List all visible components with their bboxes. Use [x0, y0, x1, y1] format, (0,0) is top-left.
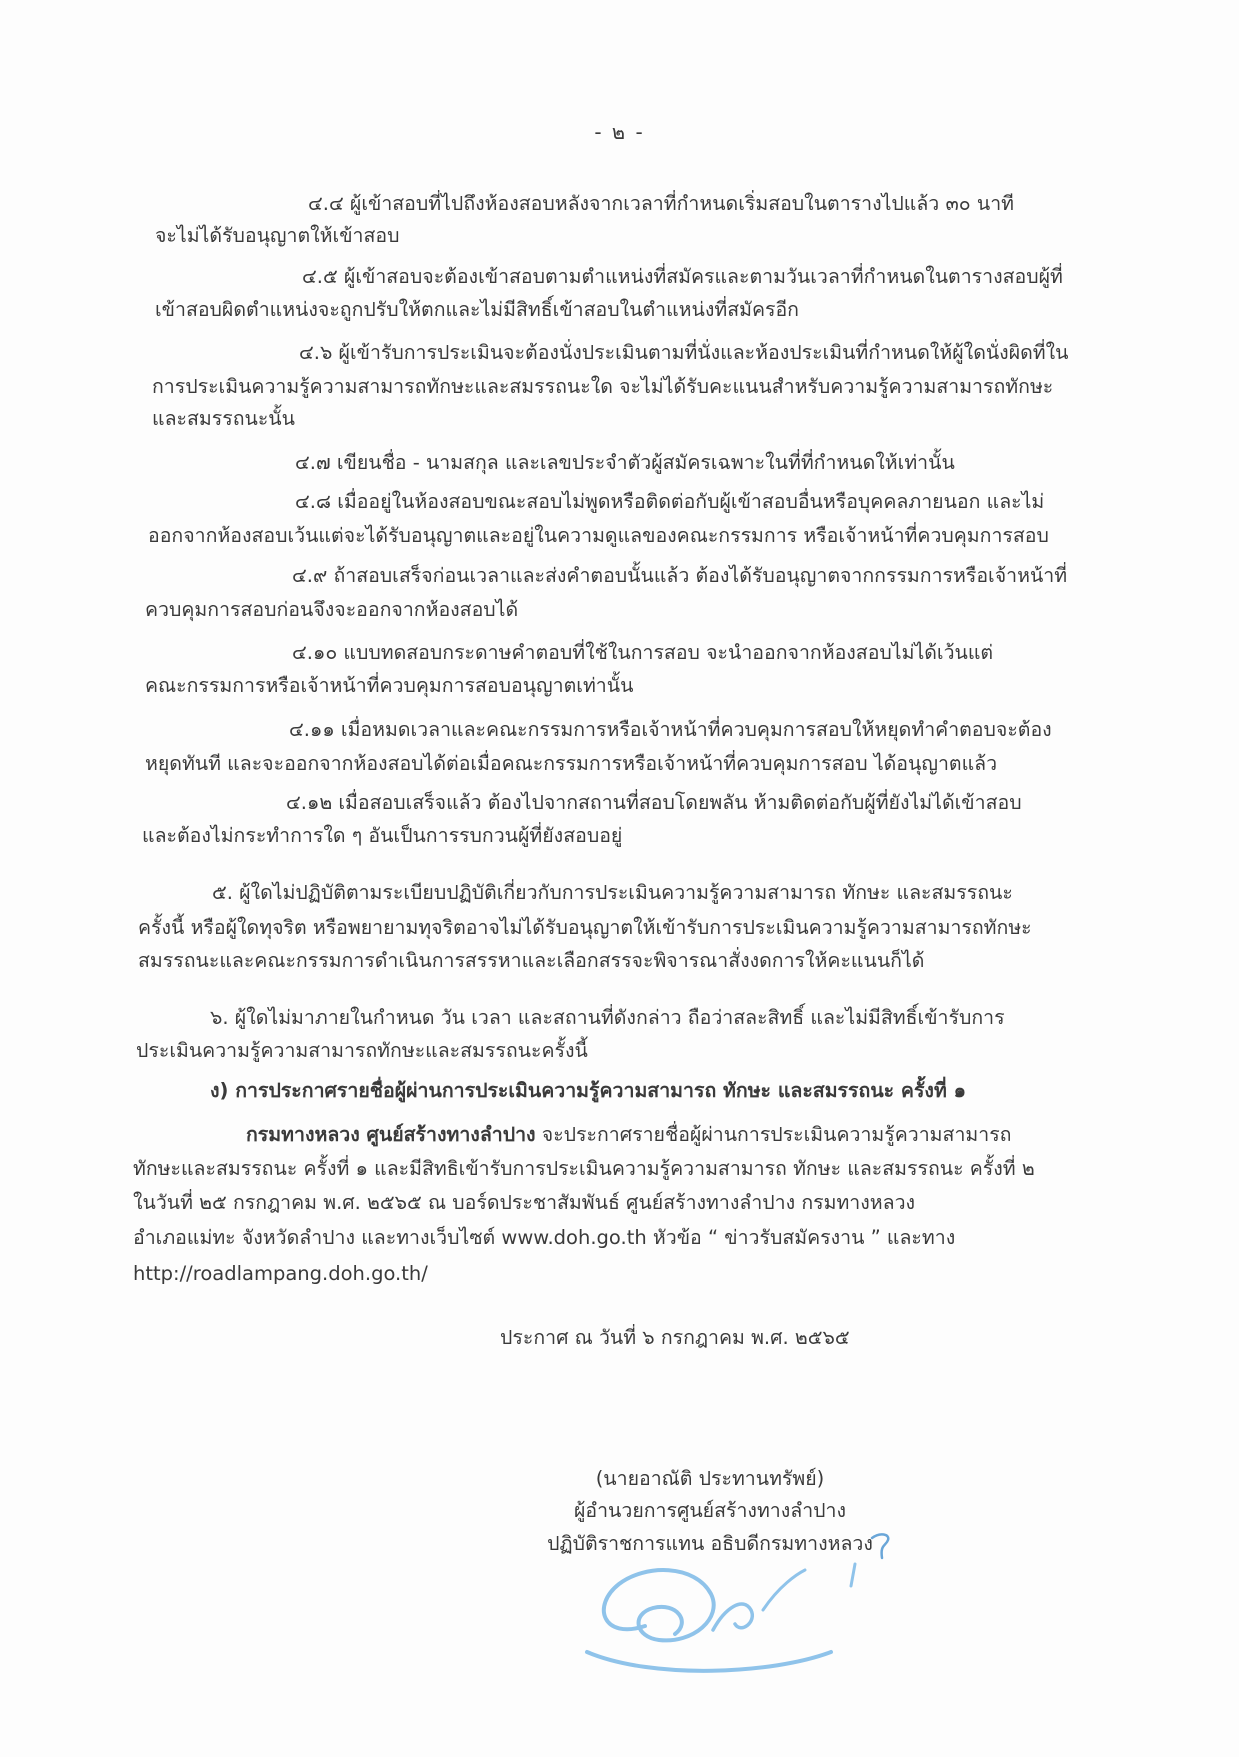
announcement-date: ประกาศ ณ วันที่ ๖ กรกฎาคม พ.ศ. ๒๕๖๕	[500, 1326, 850, 1349]
item-4-12-line-1: ๔.๑๒ เมื่อสอบเสร็จแล้ว ต้องไปจากสถานที่สอบโดยพลัน ห้ามติดต่อกับผู้ที่ยังไม่ได้เข้าสอบ	[286, 791, 1022, 814]
item-4-12-line-2: และต้องไม่กระทำการใด ๆ อันเป็นการรบกวนผู้ที่ยังสอบอยู่	[142, 824, 623, 847]
signatory-name: (นายอาณัติ ประทานทรัพย์)	[595, 1467, 825, 1490]
item-4-10-line-1: ๔.๑๐ แบบทดสอบกระดาษคำตอบที่ใช้ในการสอบ จะนำออกจากห้องสอบไม่ได้เว้นแต่	[292, 641, 994, 664]
item-4-5-line-1: ๔.๕ ผู้เข้าสอบจะต้องเข้าสอบตามตำแหน่งที่สมัครและตามวันเวลาที่กำหนดในตารางสอบผู้ที่	[302, 265, 1063, 288]
item-5-line-3: สมรรถนะและคณะกรรมการดำเนินการสรรหาและเลือกสรรจะพิจารณาสั่งงดการให้คะแนนก็ได้	[138, 949, 925, 972]
item-5-line-1: ๕. ผู้ใดไม่ปฏิบัติตามระเบียบปฏิบัติเกี่ยวกับการประเมินความรู้ความสามารถ ทักษะ และสมรรถนะ	[212, 881, 1013, 904]
item-4-5-line-2: เข้าสอบผิดตำแหน่งจะถูกปรับให้ตกและไม่มีสิทธิ์เข้าสอบในตำแหน่งที่สมัครอีก	[155, 298, 799, 321]
item-4-11-line-1: ๔.๑๑ เมื่อหมดเวลาและคณะกรรมการหรือเจ้าหน้าที่ควบคุมการสอบให้หยุดทำคำตอบจะต้อง	[289, 718, 1052, 741]
section-paragraph-line-3: ในวันที่ ๒๕ กรกฎาคม พ.ศ. ๒๕๖๕ ณ บอร์ดประชาสัมพันธ์ ศูนย์สร้างทางลำปาง กรมทางหลวง	[133, 1191, 916, 1214]
signatory-acting: ปฏิบัติราชการแทน อธิบดีกรมทางหลวง	[547, 1532, 873, 1555]
item-4-8-line-2: ออกจากห้องสอบเว้นแต่จะได้รับอนุญาตและอยู่ในความดูแลของคณะกรรมการ หรือเจ้าหน้าที่ควบคุมการสอบ	[148, 524, 1049, 547]
item-4-6-line-3: และสมรรถนะนั้น	[152, 407, 295, 430]
item-4-7-line-1: ๔.๗ เขียนชื่อ - นามสกุล และเลขประจำตัวผู้สมัครเฉพาะในที่ที่กำหนดให้เท่านั้น	[295, 451, 955, 474]
item-4-6-line-1: ๔.๖ ผู้เข้ารับการประเมินจะต้องนั่งประเมินตามที่นั่งและห้องประเมินที่กำหนดให้ผู้ใดนั่งผิดที่ใน	[299, 341, 1069, 364]
item-5-line-2: ครั้งนี้ หรือผู้ใดทุจริต หรือพยายามทุจริตอาจไม่ได้รับอนุญาตให้เข้ารับการประเมินความรู้ความสามารถทักษะ	[138, 916, 1032, 939]
item-4-4-line-1: ๔.๔ ผู้เข้าสอบที่ไปถึงห้องสอบหลังจากเวลาที่กำหนดเริ่มสอบในตารางไปแล้ว ๓๐ นาที	[308, 192, 1015, 215]
signature-image	[583, 1548, 873, 1686]
pen-mark-icon	[868, 1528, 896, 1564]
section-paragraph-line-2: ทักษะและสมรรถนะ ครั้งที่ ๑ และมีสิทธิเข้ารับการประเมินความรู้ความสามารถ ทักษะ และสมรรถนะ ครั้งที่ ๒	[133, 1157, 1035, 1180]
item-4-6-line-2: การประเมินความรู้ความสามารถทักษะและสมรรถนะใด จะไม่ได้รับคะแนนสำหรับความรู้ความสามารถทักษะ	[152, 375, 1054, 398]
section-paragraph-line-1-rest: จะประกาศรายชื่อผู้ผ่านการประเมินความรู้ความสามารถ	[535, 1123, 1012, 1146]
item-6-line-2: ประเมินความรู้ความสามารถทักษะและสมรรถนะครั้งนี้	[136, 1039, 588, 1062]
item-4-9-line-2: ควบคุมการสอบก่อนจึงจะออกจากห้องสอบได้	[145, 598, 519, 621]
item-4-11-line-2: หยุดทันที และจะออกจากห้องสอบได้ต่อเมื่อคณะกรรมการหรือเจ้าหน้าที่ควบคุมการสอบ ได้อนุญาตแล้ว	[145, 752, 998, 775]
signatory-position: ผู้อำนวยการศูนย์สร้างทางลำปาง	[573, 1499, 847, 1522]
item-4-4-line-2: จะไม่ได้รับอนุญาตให้เข้าสอบ	[155, 224, 400, 247]
website-url: http://roadlampang.doh.go.th/	[133, 1262, 428, 1285]
section-heading: ง) การประกาศรายชื่อผู้ผ่านการประเมินความรู้ความสามารถ ทักษะ และสมรรถนะ ครั้งที่ ๑	[210, 1079, 966, 1102]
item-4-8-line-1: ๔.๘ เมื่ออยู่ในห้องสอบขณะสอบไม่พูดหรือติดต่อกับผู้เข้าสอบอื่นหรือบุคคลภายนอก และไม่	[295, 490, 1045, 513]
section-paragraph-line-1	[246, 1121, 1011, 1149]
item-4-9-line-1: ๔.๙ ถ้าสอบเสร็จก่อนเวลาและส่งคำตอบนั้นแล้ว ต้องได้รับอนุญาตจากกรรมการหรือเจ้าหน้าที่	[292, 564, 1068, 587]
item-4-10-line-2: คณะกรรมการหรือเจ้าหน้าที่ควบคุมการสอบอนุญาตเท่านั้น	[145, 674, 634, 697]
section-paragraph-line-4: อำเภอแม่ทะ จังหวัดลำปาง และทางเว็บไซต์ www.doh.go.th หัวข้อ “ ข่าวรับสมัครงาน ” และทาง	[133, 1226, 956, 1249]
item-6-line-1: ๖. ผู้ใดไม่มาภายในกำหนด วัน เวลา และสถานที่ดังกล่าว ถือว่าสละสิทธิ์ และไม่มีสิทธิ์เข้ารับการ	[210, 1006, 1005, 1029]
organization-name: กรมทางหลวง ศูนย์สร้างทางลำปาง	[246, 1123, 536, 1146]
page-number: - ๒ -	[594, 120, 645, 144]
